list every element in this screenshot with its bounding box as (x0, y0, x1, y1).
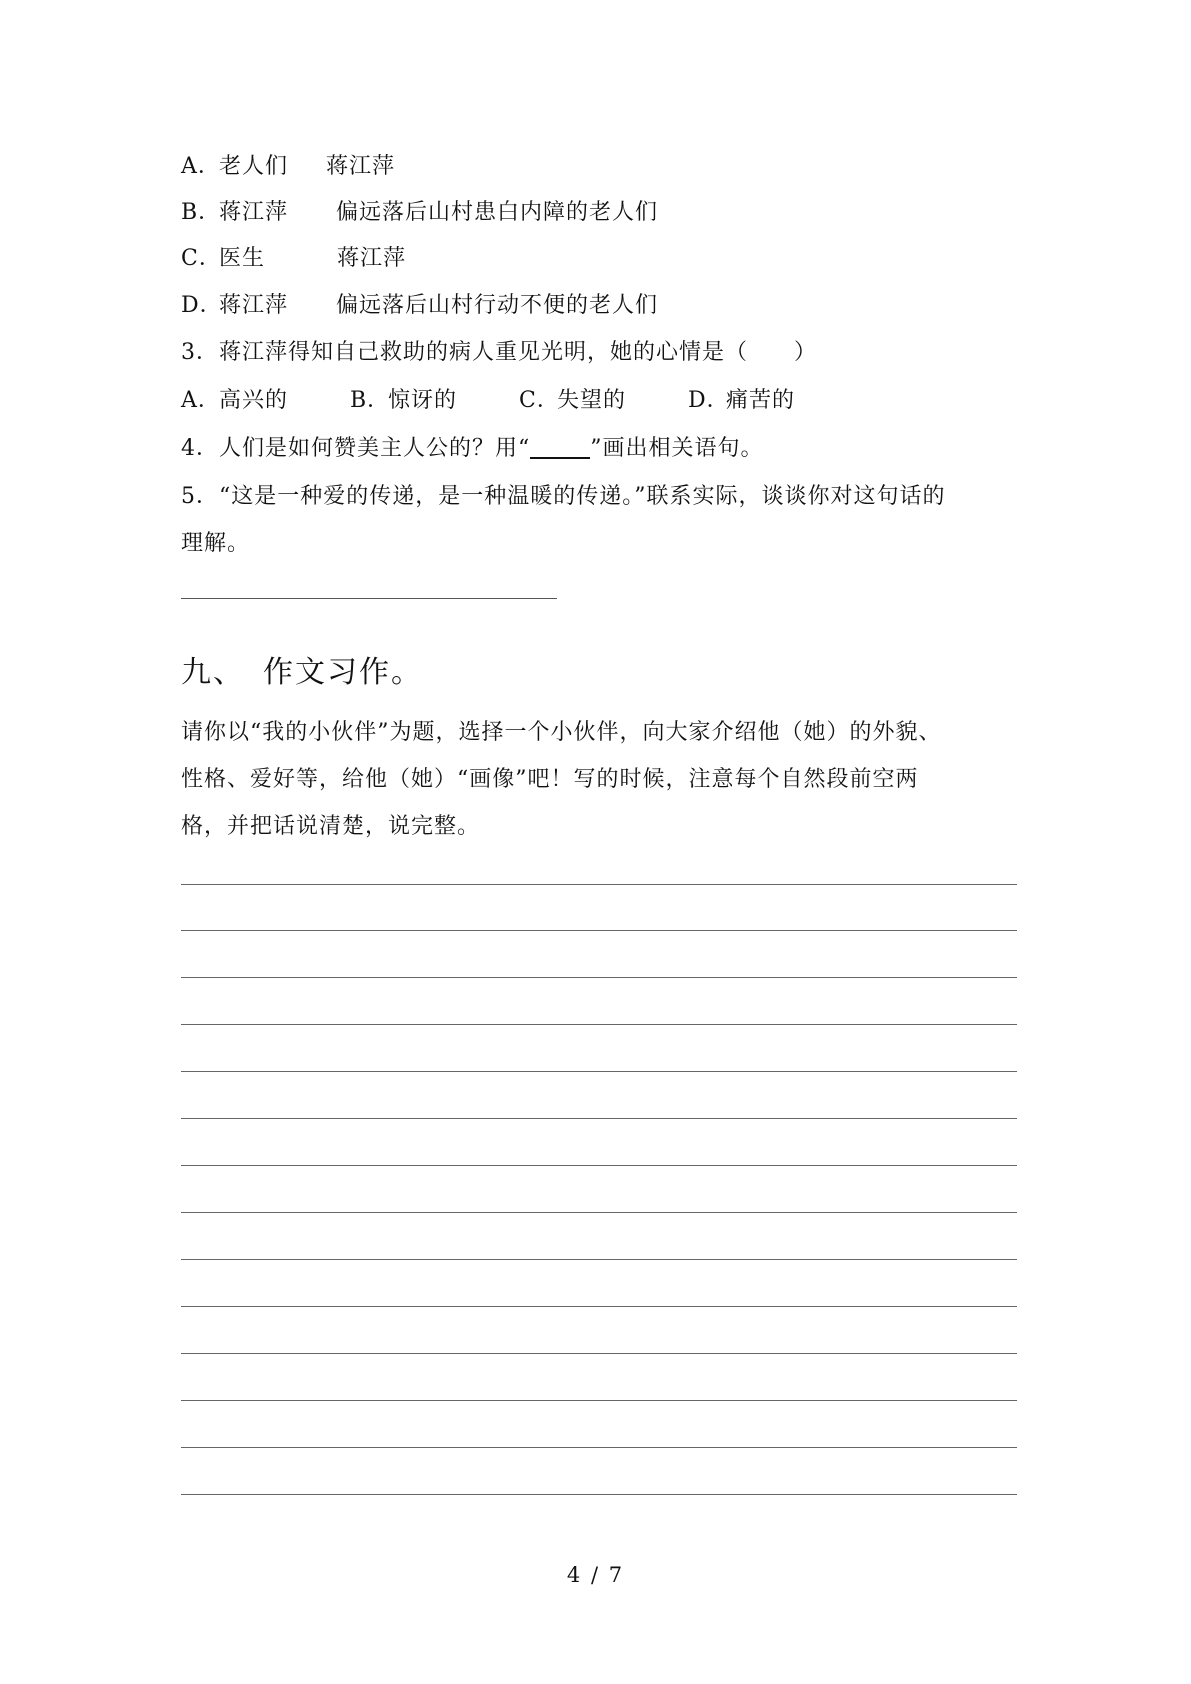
section-heading (181, 653, 423, 693)
writing-line[interactable] (181, 1024, 1017, 1025)
q5-answer-line[interactable] (181, 598, 557, 599)
q2-option-b (181, 198, 658, 228)
writing-line[interactable] (181, 1118, 1017, 1119)
writing-line[interactable] (181, 1071, 1017, 1072)
option-label: C． (181, 246, 222, 271)
writing-line[interactable] (181, 1165, 1017, 1166)
option-col2: 蒋江萍 (326, 154, 396, 179)
writing-line[interactable] (181, 1400, 1017, 1401)
option-label: A． (181, 388, 221, 413)
q2-option-a (181, 152, 395, 182)
writing-line[interactable] (181, 977, 1017, 978)
option-col1: 医生 (219, 246, 266, 271)
option-col1: 老人们 (219, 154, 289, 179)
q2-option-c (181, 244, 406, 274)
q2-option-d (181, 291, 658, 321)
option-label: C． (519, 388, 560, 413)
page-number: 4 / 7 (566, 1563, 625, 1587)
option-text: 痛苦的 (726, 388, 796, 413)
option-text: 惊讶的 (388, 388, 458, 413)
essay-prompt-line: 格，并把话说清楚，说完整。 (181, 814, 481, 839)
option-label: D． (688, 388, 730, 413)
section-number: 九、 (181, 655, 245, 690)
option-col2: 偏远落后山村患白内障的老人们 (336, 200, 659, 225)
q4-text-before: 4．人们是如何赞美主人公的？用“ (181, 436, 531, 461)
writing-line[interactable] (181, 1212, 1017, 1213)
writing-line[interactable] (181, 1259, 1017, 1260)
option-col1: 蒋江萍 (219, 293, 289, 318)
q5-question-line1: 5．“这是一种爱的传递，是一种温暖的传递。”联系实际，谈谈你对这句话的 (181, 484, 946, 509)
q3-options (181, 386, 795, 416)
option-text: 失望的 (557, 388, 627, 413)
writing-line[interactable] (181, 1447, 1017, 1448)
writing-line[interactable] (181, 884, 1017, 885)
q4-question (181, 434, 764, 464)
option-col2: 偏远落后山村行动不便的老人们 (336, 293, 659, 318)
option-label: B． (181, 200, 222, 225)
q5-question-line2: 理解。 (181, 531, 251, 556)
option-label: B． (350, 388, 391, 413)
option-label: A． (181, 154, 221, 179)
q3-question: 3．蒋江萍得知自己救助的病人重见光明，她的心情是（ ） (181, 340, 817, 365)
essay-prompt-line: 请你以“我的小伙伴”为题，选择一个小伙伴，向大家介绍他（她）的外貌、 (181, 720, 942, 745)
option-col1: 蒋江萍 (219, 200, 289, 225)
q4-underline-sample (530, 435, 590, 459)
writing-line[interactable] (181, 930, 1017, 931)
writing-line[interactable] (181, 1353, 1017, 1354)
option-label: D． (181, 293, 223, 318)
writing-line[interactable] (181, 1494, 1017, 1495)
writing-line[interactable] (181, 1306, 1017, 1307)
essay-prompt-line: 性格、爱好等，给他（她）“画像”吧！写的时候，注意每个自然段前空两 (181, 767, 919, 792)
option-col2: 蒋江萍 (337, 246, 407, 271)
section-title: 作文习作。 (263, 655, 423, 690)
q4-text-after: ”画出相关语句。 (590, 436, 764, 461)
option-text: 高兴的 (219, 388, 289, 413)
